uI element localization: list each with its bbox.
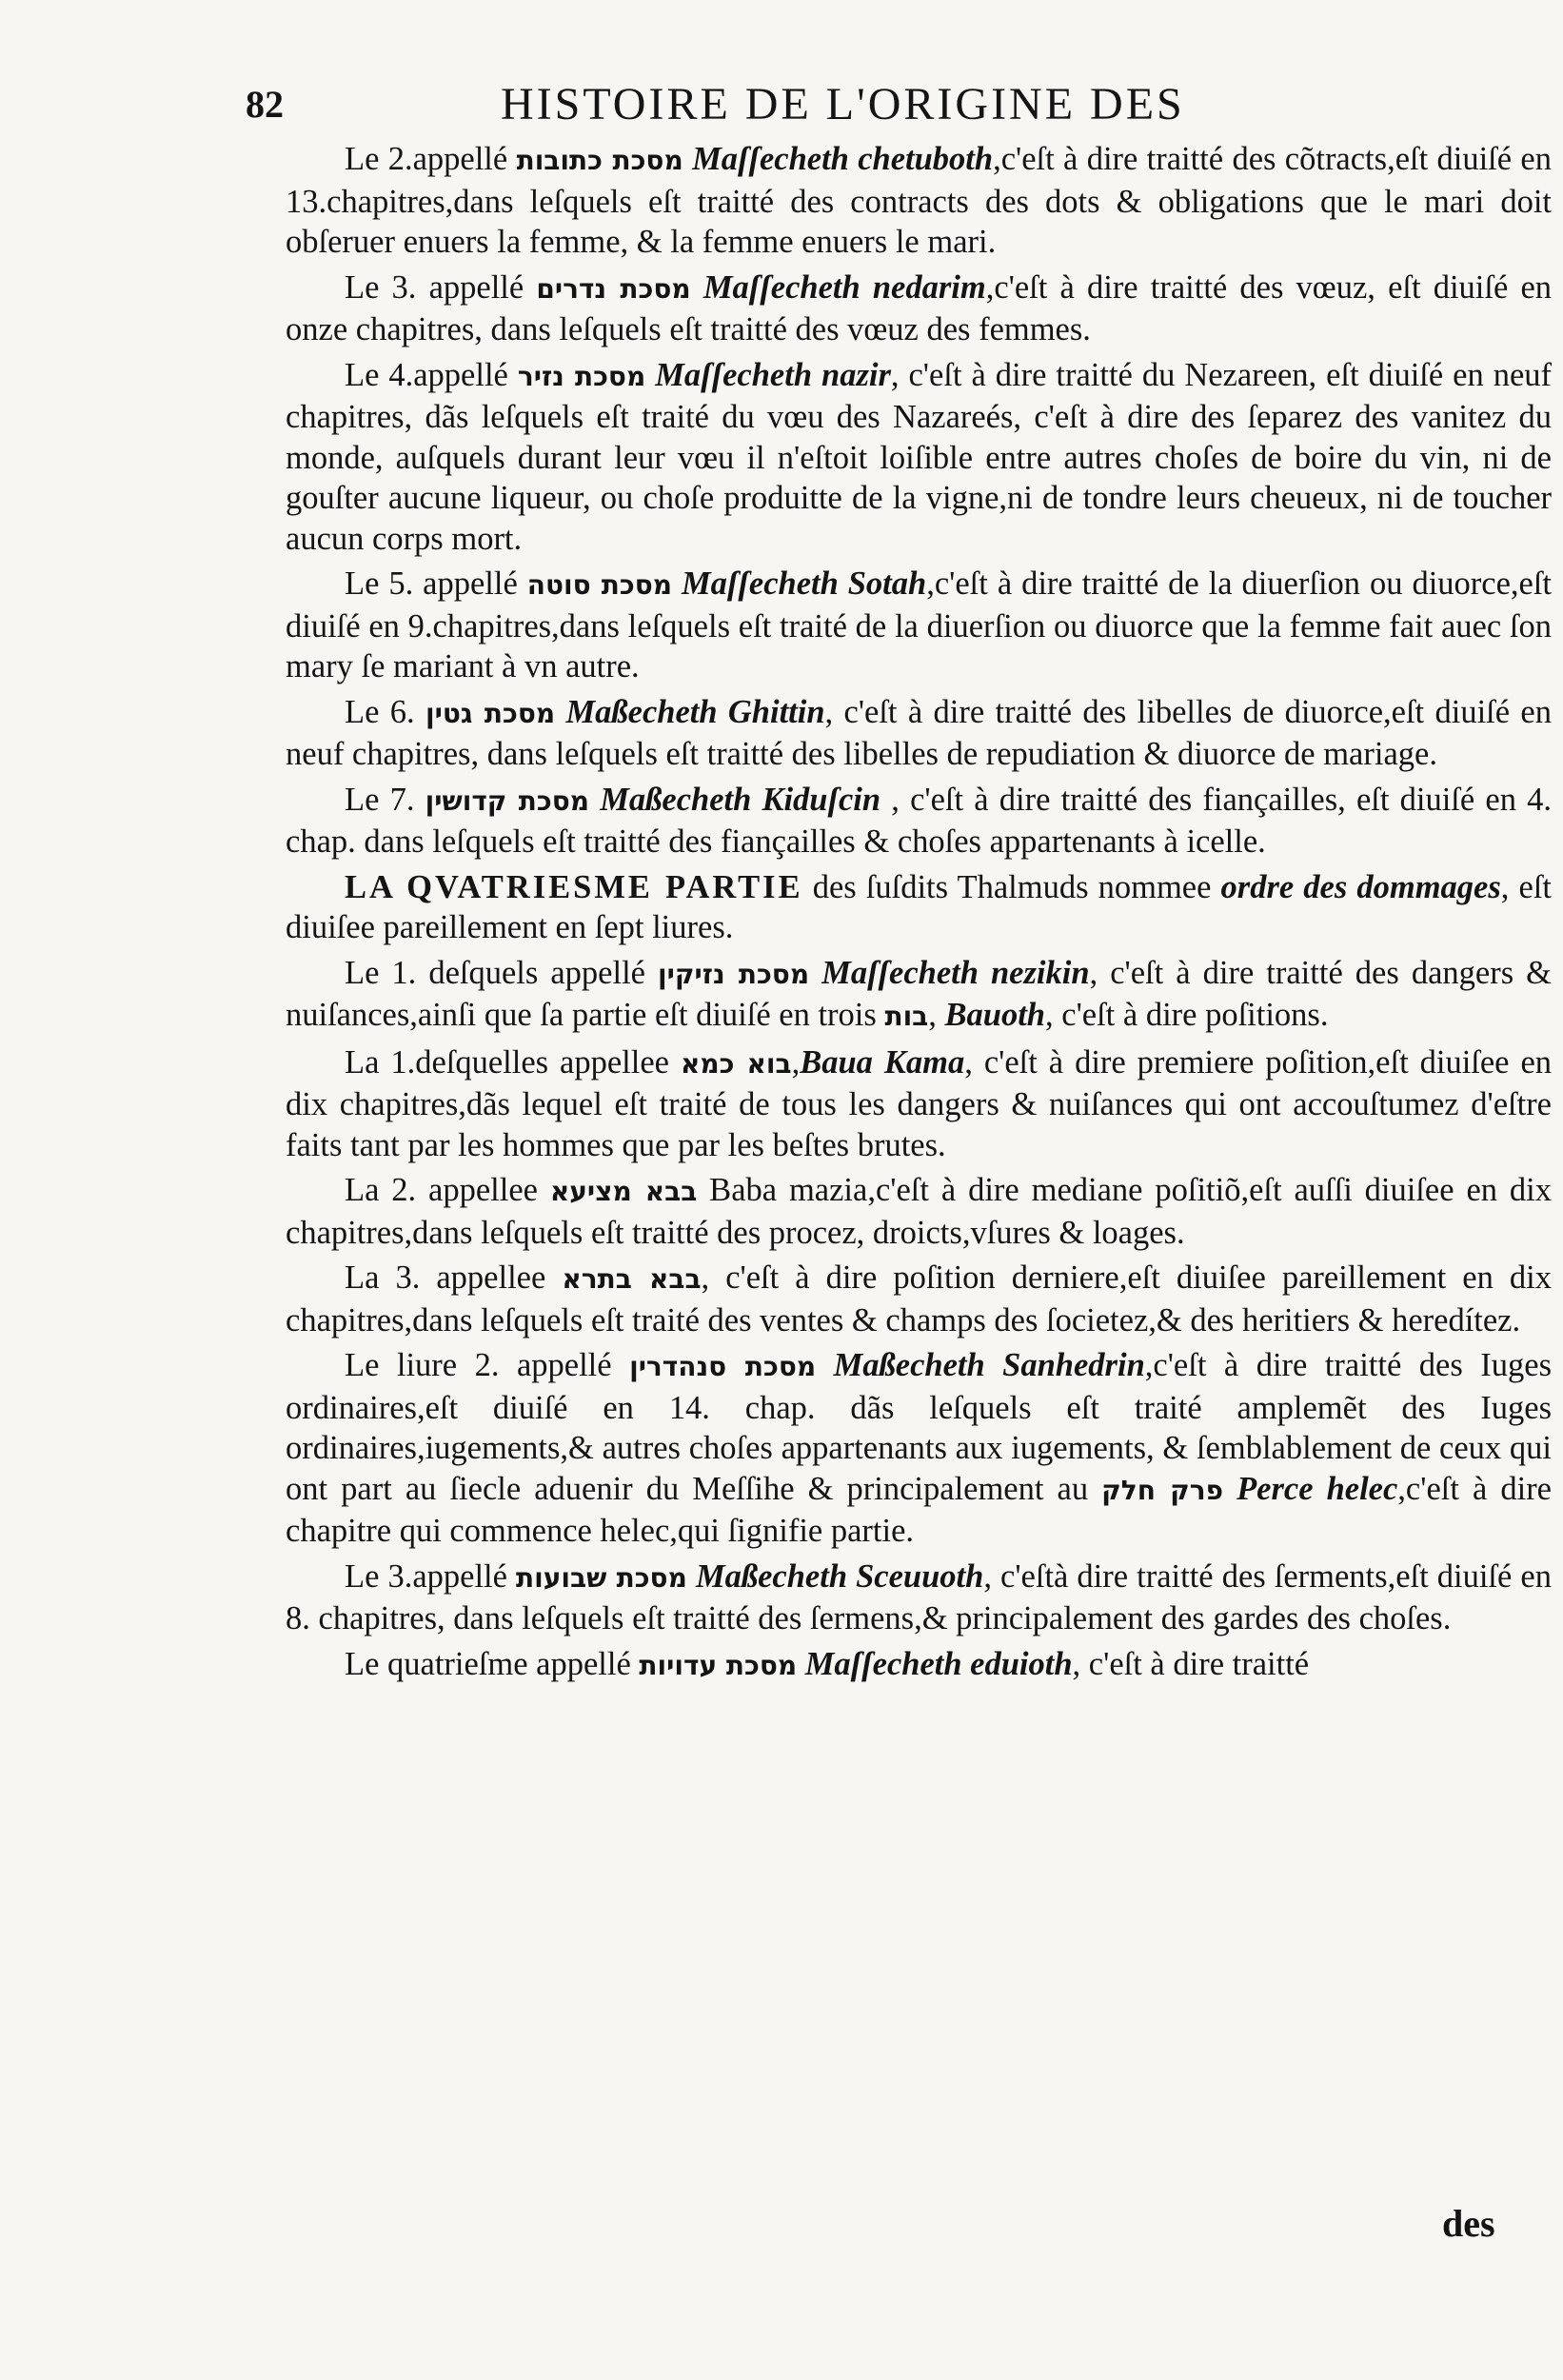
section-heading: LA QVATRIESME PARTIE xyxy=(345,868,803,905)
text-run: , c'eſt à dire poſitions. xyxy=(1045,997,1329,1033)
text-run: La 2. appellee xyxy=(345,1172,550,1208)
page-header xyxy=(246,78,1312,145)
text-run xyxy=(589,782,600,818)
text-run xyxy=(687,1558,696,1595)
running-title: HISTOIRE DE L'ORIGINE DES xyxy=(501,79,1185,129)
text-run: , c'eſt à dire traitté xyxy=(1072,1645,1310,1682)
hebrew-term: מסכת נדרים xyxy=(536,272,691,305)
text-run: , c'eſt à dire traitté du Nezareen, eſt diuiſé en neuf chapitres, dãs leſquels eſt traité du vœu des Nazareés, c'eſt à dire des ſeparez des vanitez du monde, auſquels durant leur vœu il n'eſtoit loiſible entre autres choſes de boire du vin, ni de gouſter aucune liqueur, ou choſe produitte de la vigne,ni de tondre leurs cheueux, ni de toucher aucun corps mort. xyxy=(286,356,1553,557)
italic-term: Maßecheth Sceuuoth xyxy=(695,1557,984,1595)
paragraph xyxy=(286,953,1552,1038)
text-run: , c'eſt à dire traitté des libelles de diuorce,eſt diuiſé en neuf chapitres, dans leſquels eſt traitté des libelles de repudiation & diuorce de mariage. xyxy=(286,693,1552,772)
italic-term: Maſſecheth nedarim xyxy=(702,268,986,306)
text-run: ,c'eſt à dire chapitre qui commence helec,qui ſignifie partie. xyxy=(286,1470,1553,1549)
text-run: , xyxy=(791,1043,801,1081)
hebrew-term: מסכת שבועות xyxy=(516,1561,687,1594)
hebrew-term: פרק חלק xyxy=(1101,1474,1224,1506)
text-run: , eſt diuiſee pareillement en ſept liures. xyxy=(286,868,1552,945)
text-run: Le 6. xyxy=(345,693,425,730)
italic-term: Maßecheth Sanhedrin xyxy=(833,1347,1145,1383)
italic-term: Maſſecheth Sotah xyxy=(681,565,927,602)
text-run xyxy=(555,694,565,730)
hebrew-term: בות xyxy=(884,1001,929,1032)
italic-term: Perce helec xyxy=(1237,1470,1398,1507)
italic-term: ordre des dommages xyxy=(1220,868,1501,905)
text-run: Baba mazia,c'eſt à dire mediane poſitiõ,eſt auſſi diuiſee en dix chapitres,dans leſquels eſt traitté des procez, droicts,vſures & loages. xyxy=(286,1172,1553,1251)
text-run: Le 3.appellé xyxy=(345,1557,517,1595)
text-run: Le 7. xyxy=(345,781,425,818)
text-run: Le 3. appellé xyxy=(345,268,537,306)
catchword: des xyxy=(1442,2202,1495,2245)
text-run: La 1.deſquelles appellee xyxy=(345,1043,681,1081)
text-run: Le 1. deſquels appellé xyxy=(345,954,659,991)
text-run: , c'eſt à dire traitté des dangers & nuiſances,ainſi que ſa partie eſt diuiſé en trois xyxy=(286,954,1552,1033)
text-run xyxy=(672,565,682,602)
hebrew-term: מסכת נזיר xyxy=(517,360,646,392)
paragraph xyxy=(286,780,1552,863)
text-run: , c'eſt à dire poſition derniere,eſt diuiſee pareillement en dix chapitres,dans leſquels eſt traité des ventes & champs des ſocietez,& des heritiers & heredítez. xyxy=(286,1259,1553,1339)
hebrew-term: מסכת קדושין xyxy=(425,784,590,817)
hebrew-term: מסכת נזיקין xyxy=(658,958,810,990)
hebrew-term: מסכת כתובות xyxy=(516,145,683,176)
italic-term: Maſſecheth nazir xyxy=(655,356,891,393)
text-run: des ſuſdits Thalmuds nommee xyxy=(802,868,1221,905)
italic-term: Bauoth xyxy=(944,997,1045,1033)
hebrew-term: מסכת סנהדרין xyxy=(629,1351,817,1382)
text-run: , c'eſtà dire traitté des ſerments,eſt diuiſé en 8. chapitres, dans leſquels eſt traitté des ſermens,& principalement des gardes des choſes. xyxy=(286,1557,1552,1636)
body-text xyxy=(286,139,1552,1691)
paragraph xyxy=(286,1042,1552,1166)
paragraph xyxy=(286,139,1552,263)
text-run: ,c'eſt à dire traitté des vœuz, eſt diuiſé en onze chapitres, dans leſquels eſt traitté des vœuz des femmes. xyxy=(286,268,1553,347)
text-run xyxy=(691,269,703,306)
text-run: Le 4.appellé xyxy=(345,356,518,393)
text-run xyxy=(797,1646,805,1682)
text-run: Le 5. appellé xyxy=(345,565,527,602)
hebrew-term: בבא בתרא xyxy=(562,1263,702,1295)
text-run xyxy=(816,1347,834,1383)
paragraph xyxy=(286,867,1552,948)
text-run: ,c'eſt à dire traitté des Iuges ordinaires,eſt diuiſé en 14. chap. dãs leſquels eſt traité amplemẽt des Iuges ordinaires,iugements,& autres choſes appartenants aux iugements, & ſemblablement de ceux qui ont part au ſiecle aduenir du Meſſihe & principalement au xyxy=(286,1347,1553,1507)
paragraph xyxy=(286,1258,1552,1340)
paragraph xyxy=(286,268,1552,350)
hebrew-term: מסכת עדויות xyxy=(639,1649,798,1681)
italic-term: Maſſecheth chetuboth xyxy=(692,141,994,177)
text-run: , c'eſt à dire premiere poſition,eſt diuiſee en dix chapitres,dãs lequel eſt traité de tous les dangers & nuiſances qui ont accouſtumez d'eſtre faits tant par les hommes que par les beſtes brutes. xyxy=(286,1043,1553,1163)
text-run: Le liure 2. appellé xyxy=(345,1347,630,1383)
text-run xyxy=(1223,1471,1237,1507)
text-run: La 3. appellee xyxy=(345,1259,563,1296)
hebrew-term: בוא כמא xyxy=(680,1047,792,1080)
hebrew-term: מסכת גטין xyxy=(425,697,556,729)
paragraph xyxy=(286,355,1552,560)
paragraph xyxy=(286,564,1552,687)
paragraph xyxy=(286,1644,1552,1687)
italic-term: Maſſecheth nezikin xyxy=(821,954,1090,991)
italic-term: Maſſecheth eduioth xyxy=(804,1645,1073,1682)
text-run: ,c'eſt à dire traitté de la diuerſion ou diuorce,eſt diuiſé en 9.chapitres,dans leſquels eſt traité de la diuerſion ou diuorce que la femme fait auec ſon mary ſe mariant à vn autre. xyxy=(286,565,1553,684)
italic-term: Maßecheth Kiduſcin xyxy=(600,781,881,818)
text-run: Le 2.appellé xyxy=(345,141,517,177)
italic-term: Baua Kama xyxy=(800,1043,965,1081)
text-run xyxy=(645,357,655,393)
hebrew-term: מסכת סוטה xyxy=(526,569,673,601)
text-run: , c'eſt à dire traitté des fiançailles, eſt diuiſé en 4. chap. dans leſquels eſt traitté des fiançailles & choſes appartenants à icelle. xyxy=(286,781,1553,860)
paragraph xyxy=(286,1557,1552,1639)
text-run: , xyxy=(928,997,945,1033)
text-run xyxy=(683,141,692,177)
text-run xyxy=(809,955,821,991)
italic-term: Maßecheth Ghittin xyxy=(565,693,825,730)
paragraph xyxy=(286,1345,1552,1552)
hebrew-term: בבא מציעא xyxy=(549,1176,698,1207)
text-run: ,c'eſt à dire traitté des cõtracts,eſt diuiſé en 13.chapitres,dans leſquels eſt traitté des contracts des dots & obligations que le mari doit obſeruer enuers la femme, & la femme enuers le mari. xyxy=(286,141,1552,260)
page-number: 82 xyxy=(246,83,284,126)
paragraph xyxy=(286,1170,1552,1253)
paragraph xyxy=(286,692,1552,775)
text-run: Le quatrieſme appellé xyxy=(345,1645,640,1682)
